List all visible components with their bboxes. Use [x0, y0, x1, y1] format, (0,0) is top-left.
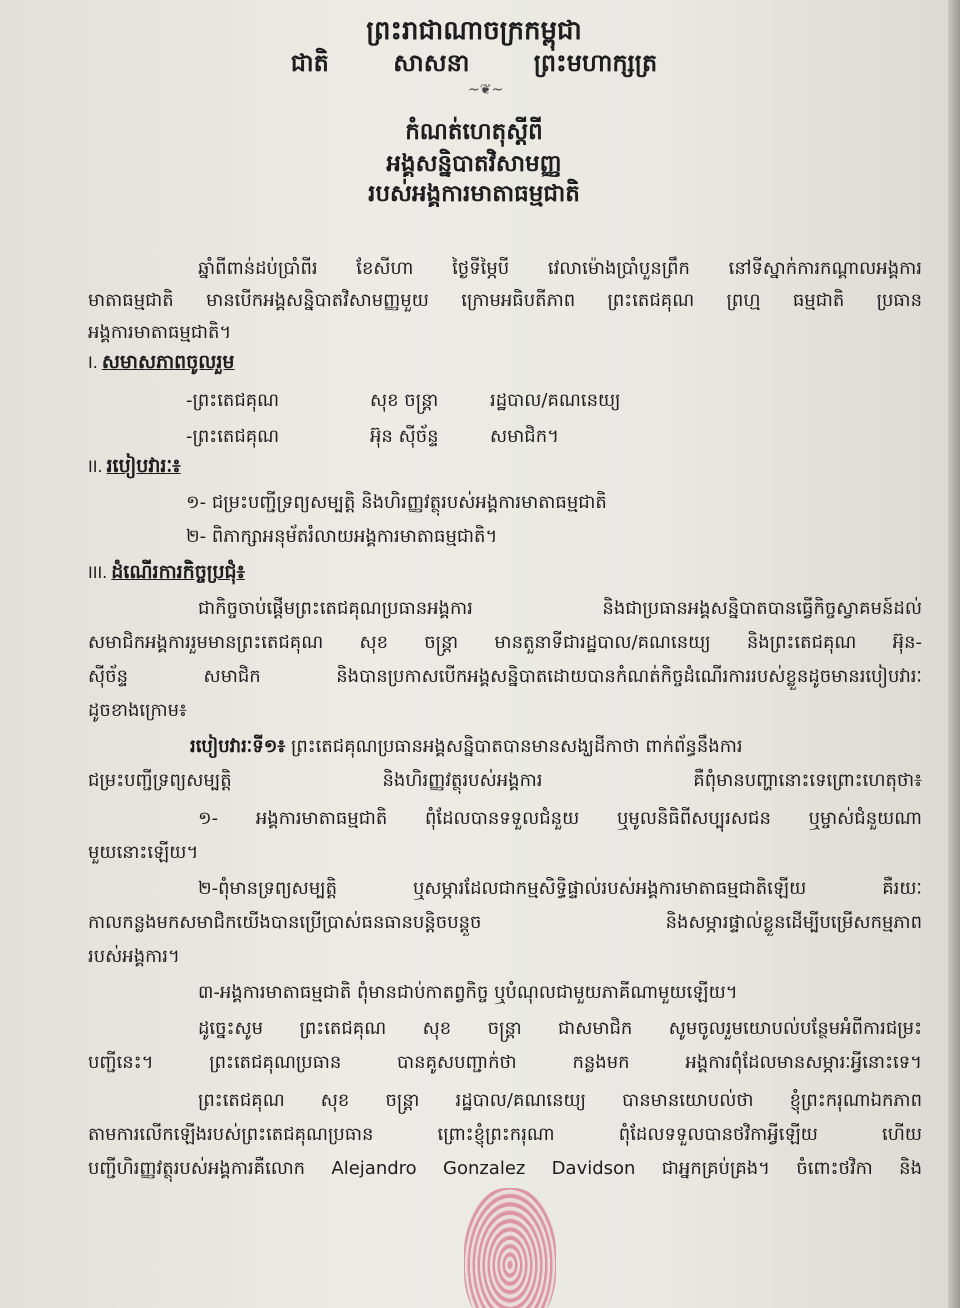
body-line: តាមការលើកឡើងរបស់ព្រះតេជគុណប្រធាន ព្រោះខ្ញុំព្រះករុណា ពុំដែលទទួលបានថវិកាអ្វីឡើយ ហើយ — [88, 1124, 922, 1145]
body-line: ៣-អង្គការមាតាធម្មជាតិ ពុំមានជាប់កាតព្វកិច្ច ឬបំណុលជាមួយភាគីណាមួយឡើយ។ — [198, 982, 738, 1003]
agenda1-label: របៀបវារៈទី១៖ — [190, 736, 286, 757]
member-name: អ៊ុន ស៊ីច័ន្ទ — [370, 426, 439, 447]
member-role: រដ្ឋបាល/គណនេយ្យ — [490, 390, 621, 411]
body-line: ២-ពុំមានទ្រព្យសម្បត្តិ ឬសម្ភារដែលជាកម្មសិទ្ធិផ្ទាល់របស់អង្គការមាតាធម្មជាតិឡើយ គឺរយៈ — [198, 878, 922, 899]
section-heading — [88, 454, 181, 482]
body-line: ដូច្នេះសូម ព្រះតេជគុណ សុខ ចន្ត្រា ជាសមាជិក សូមចូលរួមយោបល់បន្ថែមអំពីការជម្រះ — [198, 1018, 922, 1039]
page-edge — [948, 0, 960, 1308]
section-heading — [88, 350, 234, 378]
kingdom-heading: ព្រះរាជាណាចក្រកម្ពុជា — [366, 16, 582, 46]
body-line: ស៊ីច័ន្ទ សមាជិក និងបានប្រកាសបើកអង្គសន្និបាតដោយបានកំណត់កិច្ចដំណើរការរបស់ខ្លួនដូចមានរបៀបវារៈ — [88, 666, 922, 687]
body-line: មួយនោះឡើយ។ — [88, 842, 199, 863]
body-line: បញ្ជីនេះ។ ព្រះតេជគុណប្រធាន បានគូសបញ្ជាក់ថា កន្លងមក អង្គការពុំដែលមានសម្ភារៈអ្វីនោះទេ។ — [88, 1052, 922, 1073]
doc-title-line2: អង្គសន្និបាតវិសាមញ្ញ — [386, 151, 562, 177]
ornament: ~❦~ — [468, 82, 504, 98]
member-name: សុខ ចន្ត្រា — [370, 390, 439, 411]
body-line: ព្រះតេជគុណ សុខ ចន្ត្រា រដ្ឋបាល/គណនេយ្យ បានមានយោបល់ថា ខ្ញុំព្រះករុណាឯកភាព — [198, 1090, 922, 1111]
agenda1-line — [190, 734, 922, 760]
member-honorific: -ព្រះតេជគុណ — [186, 426, 280, 447]
section-heading — [88, 560, 245, 588]
section-title: របៀបវារៈ៖ — [106, 455, 181, 477]
motto-nation: ជាតិ — [290, 49, 329, 77]
section-title: សមាសភាពចូលរួម — [101, 351, 235, 373]
intro-line: អង្គការមាតាធម្មជាតិ។ — [88, 322, 232, 343]
body-line: ជម្រះបញ្ជីទ្រព្យសម្បត្តិ និងហិរញ្ញវត្ថុរបស់អង្គការ គឺពុំមានបញ្ហានោះទេព្រោះហេតុថា៖ — [88, 770, 922, 791]
body-line: ជាកិច្ចចាប់ផ្តើមព្រះតេជគុណប្រធានអង្គការ និងជាប្រធានអង្គសន្និបាតបានធ្វើកិច្ចស្វាគមន៍ដល់ — [198, 598, 922, 619]
motto-king: ព្រះមហាក្សត្រ — [533, 49, 658, 77]
national-motto — [0, 48, 948, 83]
section-number: I. — [88, 353, 98, 372]
section-title: ដំណើរការកិច្ចប្រជុំ៖ — [111, 561, 245, 583]
body-line: សមាជិកអង្គការរួមមានព្រះតេជគុណ សុខ ចន្ត្រា មានតួនាទីជារដ្ឋបាល/គណនេយ្យ និងព្រះតេជគុណ អ៊ុន- — [88, 632, 922, 653]
thumbprint — [464, 1188, 556, 1308]
agenda-item: ១- ជម្រះបញ្ជីទ្រព្យសម្បត្តិ និងហិរញ្ញវត្ថុរបស់អង្គការមាតាធម្មជាតិ — [186, 492, 607, 513]
body-line: ដូចខាងក្រោម៖ — [88, 700, 187, 721]
section-number: II. — [88, 457, 103, 476]
motto-religion: សាសនា — [393, 49, 470, 77]
agenda-item: ២- ពិភាក្សាអនុម័តរំលាយអង្គការមាតាធម្មជាតិ។ — [186, 526, 498, 547]
intro-line: មាតាធម្មជាតិ មានបើកអង្គសន្និបាតវិសាមញ្ញមួយ ក្រោមអធិបតីភាព ព្រះតេជគុណ ព្រហ្ម ធម្មជាតិ ប្រធាន — [88, 290, 922, 311]
member-role: សមាជិក។ — [490, 426, 559, 447]
doc-title-line3: របស់អង្គការមាតាធម្មជាតិ — [368, 181, 580, 207]
agenda1-text: ព្រះតេជគុណប្រធានអង្គសន្និបាតបានមានសង្ឃដីកាថា ពាក់ព័ន្ធនឹងការ — [285, 736, 743, 757]
body-line: ១- អង្គការមាតាធម្មជាតិ ពុំដែលបានទទួលជំនួយ ឬមូលនិធិពីសប្បុរសជន ឬម្ចាស់ជំនួយណា — [198, 808, 922, 829]
member-honorific: -ព្រះតេជគុណ — [186, 390, 280, 411]
body-line: របស់អង្គការ។ — [88, 946, 180, 967]
doc-title-line1: កំណត់ហេតុស្តីពី — [405, 119, 543, 145]
intro-line: ឆ្នាំពីពាន់ដប់ប្រាំពីរ ខែសីហា ថ្ងៃទីម្ភៃបី វេលាម៉ោងប្រាំបួនព្រឹក នៅទីស្នាក់ការកណ្តាលអង្គការ — [198, 258, 922, 279]
body-line: បញ្ជីហិរញ្ញវត្ថុរបស់អង្គការគឺលោក Alejandro Gonzalez Davidson ជាអ្នកគ្រប់គ្រង។ ចំពោះថវិកា និង — [88, 1158, 922, 1179]
section-number: III. — [88, 563, 108, 582]
body-line: កាលកន្លងមកសមាជិកយើងបានប្រើប្រាស់ធនធានបន្តិចបន្តួច និងសម្ភារផ្ទាល់ខ្លួនដើម្បីបម្រើសកម្មភាព — [88, 912, 922, 933]
